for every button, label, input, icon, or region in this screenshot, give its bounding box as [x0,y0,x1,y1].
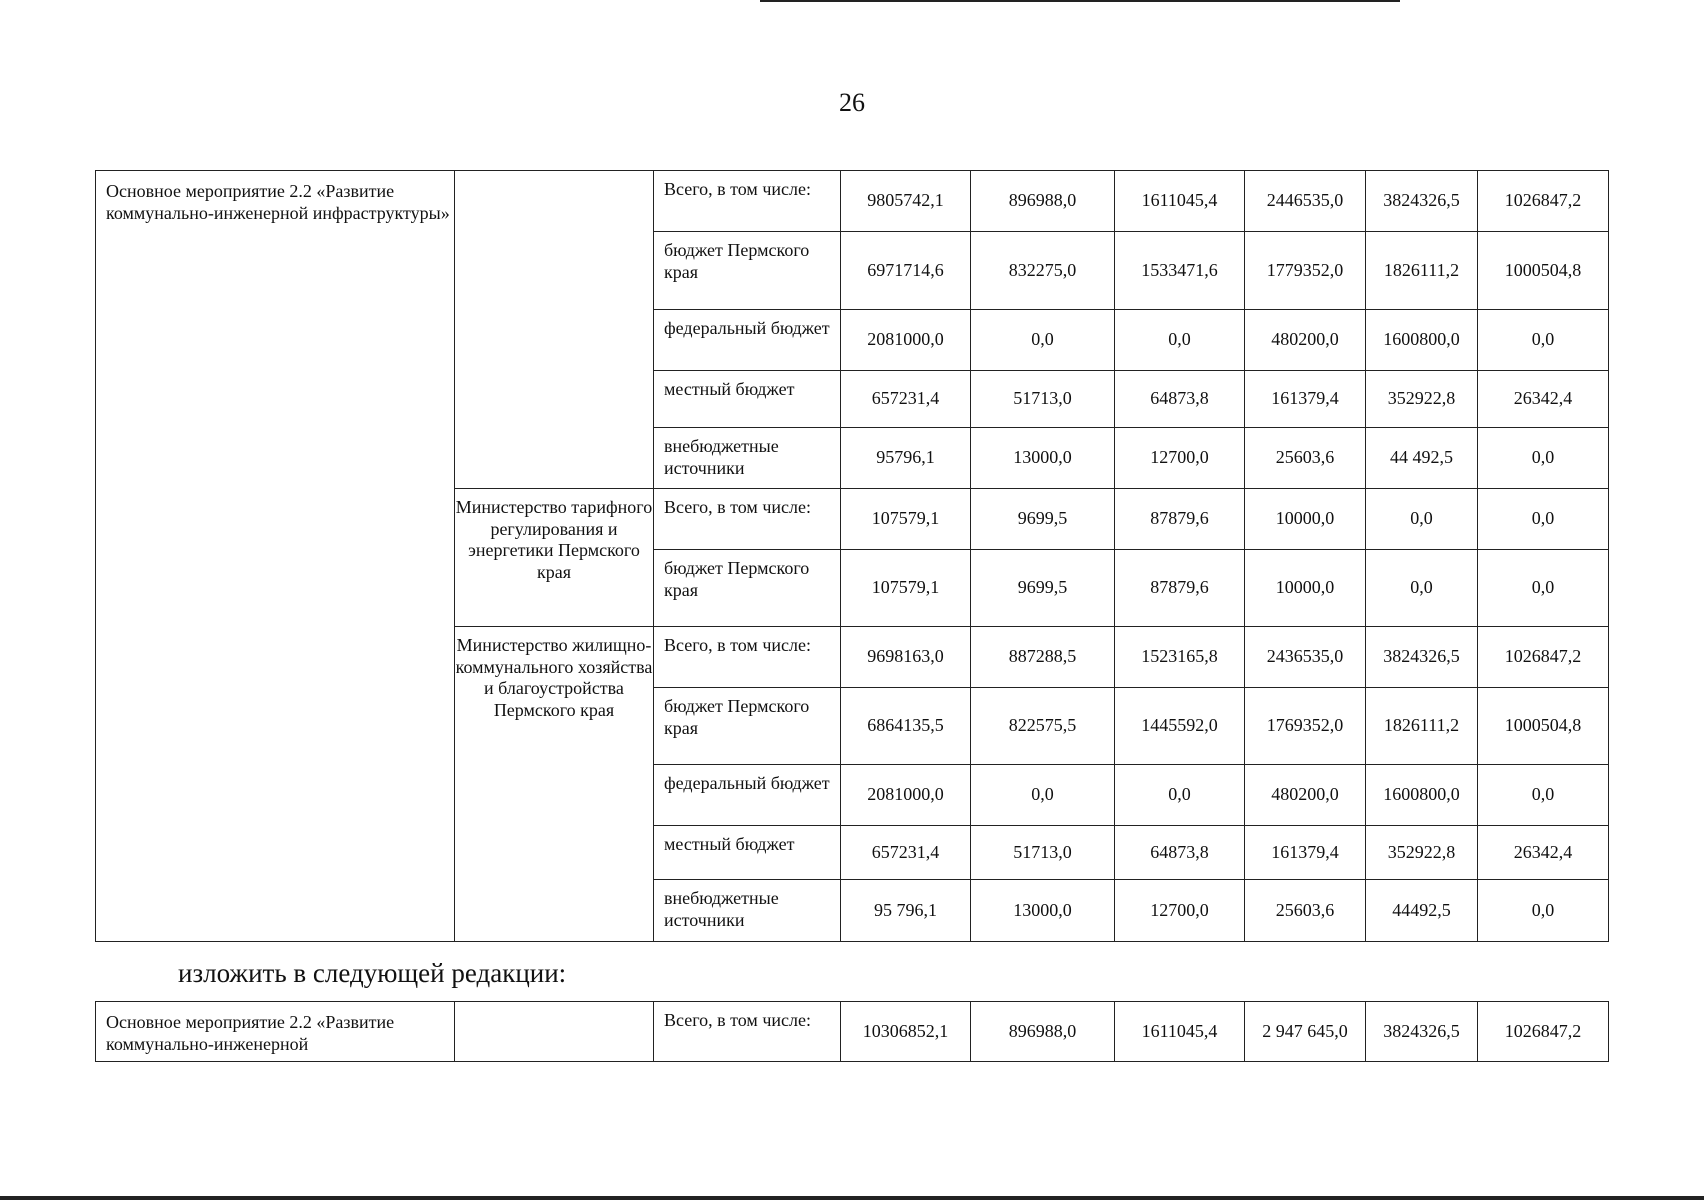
amount-cell: 0,0 [1478,428,1609,489]
amount-cell: 1826111,2 [1366,232,1478,310]
amount-cell: 10000,0 [1245,489,1366,550]
funding-source: бюджет Пермского края [654,550,841,627]
amount-cell: 87879,6 [1115,550,1245,627]
amount-cell: 2081000,0 [841,765,971,826]
executor-cell [455,171,654,489]
amount-cell: 657231,4 [841,371,971,428]
table-row [96,1002,1609,1062]
amount-cell: 2436535,0 [1245,627,1366,688]
amount-cell: 6971714,6 [841,232,971,310]
amount-cell: 1000504,8 [1478,688,1609,765]
amount-cell: 64873,8 [1115,826,1245,880]
amount-cell: 1611045,4 [1115,171,1245,232]
executor-cell [455,1002,654,1062]
amount-cell: 9698163,0 [841,627,971,688]
table-row [96,171,1609,232]
amount-cell: 12700,0 [1115,428,1245,489]
funding-source: бюджет Пермского края [654,232,841,310]
amount-cell: 3824326,5 [1366,1002,1478,1062]
amount-cell: 0,0 [1478,489,1609,550]
amount-cell: 832275,0 [971,232,1115,310]
amount-cell: 1600800,0 [1366,765,1478,826]
funding-source: внебюджетные источники [654,428,841,489]
amount-cell: 0,0 [1478,550,1609,627]
amount-cell: 12700,0 [1115,880,1245,942]
amount-cell: 1826111,2 [1366,688,1478,765]
amount-cell: 9699,5 [971,489,1115,550]
amount-cell: 107579,1 [841,489,971,550]
amount-cell: 64873,8 [1115,371,1245,428]
budget-table-new [95,1001,1609,1062]
executor-cell: Министерство тарифного регулирования и энергетики Пермского края [455,489,654,627]
budget-table-old [95,170,1609,942]
amount-cell: 95796,1 [841,428,971,489]
amount-cell: 26342,4 [1478,826,1609,880]
amount-cell: 1000504,8 [1478,232,1609,310]
funding-source: Всего, в том числе: [654,489,841,550]
amount-cell: 1779352,0 [1245,232,1366,310]
amount-cell: 1026847,2 [1478,171,1609,232]
amount-cell: 1026847,2 [1478,627,1609,688]
amount-cell: 1445592,0 [1115,688,1245,765]
amount-cell: 6864135,5 [841,688,971,765]
amount-cell: 2081000,0 [841,310,971,371]
amount-cell: 107579,1 [841,550,971,627]
funding-source: бюджет Пермского края [654,688,841,765]
amount-cell: 352922,8 [1366,826,1478,880]
amount-cell: 1523165,8 [1115,627,1245,688]
funding-source: федеральный бюджет [654,765,841,826]
amount-cell: 0,0 [1115,765,1245,826]
amount-cell: 51713,0 [971,371,1115,428]
funding-source: внебюджетные источники [654,880,841,942]
amount-cell: 1611045,4 [1115,1002,1245,1062]
activity-name: Основное мероприятие 2.2 «Развитие коммунально-инженерной инфраструктуры» [96,171,455,942]
amount-cell: 1769352,0 [1245,688,1366,765]
amount-cell: 0,0 [1366,489,1478,550]
amount-cell: 9805742,1 [841,171,971,232]
amount-cell: 0,0 [1366,550,1478,627]
section-caption: изложить в следующей редакции: [178,958,567,988]
amount-cell: 10000,0 [1245,550,1366,627]
amount-cell: 896988,0 [971,1002,1115,1062]
amount-cell: 10306852,1 [841,1002,971,1062]
amount-cell: 13000,0 [971,880,1115,942]
amount-cell: 0,0 [1478,310,1609,371]
amount-cell: 887288,5 [971,627,1115,688]
funding-source: Всего, в том числе: [654,1002,841,1062]
amount-cell: 25603,6 [1245,880,1366,942]
amount-cell: 26342,4 [1478,371,1609,428]
amount-cell: 1533471,6 [1115,232,1245,310]
amount-cell: 1026847,2 [1478,1002,1609,1062]
amount-cell: 480200,0 [1245,765,1366,826]
amount-cell: 51713,0 [971,826,1115,880]
scan-edge-top [760,0,1400,2]
scan-edge-bottom [0,1196,1704,1200]
amount-cell: 3824326,5 [1366,171,1478,232]
funding-source: местный бюджет [654,371,841,428]
funding-source: Всего, в том числе: [654,171,841,232]
amount-cell: 9699,5 [971,550,1115,627]
amount-cell: 822575,5 [971,688,1115,765]
amount-cell: 44 492,5 [1366,428,1478,489]
amount-cell: 657231,4 [841,826,971,880]
activity-name: Основное мероприятие 2.2 «Развитие коммунально-инженерной [96,1002,455,1062]
amount-cell: 87879,6 [1115,489,1245,550]
amount-cell: 0,0 [971,765,1115,826]
amount-cell: 0,0 [1478,765,1609,826]
amount-cell: 44492,5 [1366,880,1478,942]
amount-cell: 0,0 [1115,310,1245,371]
amount-cell: 95 796,1 [841,880,971,942]
amount-cell: 0,0 [971,310,1115,371]
amount-cell: 2 947 645,0 [1245,1002,1366,1062]
amount-cell: 161379,4 [1245,826,1366,880]
amount-cell: 13000,0 [971,428,1115,489]
amount-cell: 0,0 [1478,880,1609,942]
funding-source: Всего, в том числе: [654,627,841,688]
amount-cell: 2446535,0 [1245,171,1366,232]
funding-source: федеральный бюджет [654,310,841,371]
amount-cell: 352922,8 [1366,371,1478,428]
amount-cell: 896988,0 [971,171,1115,232]
amount-cell: 25603,6 [1245,428,1366,489]
executor-cell: Министерство жилищно-коммунального хозяйства и благоустройства Пермского края [455,627,654,942]
amount-cell: 161379,4 [1245,371,1366,428]
amount-cell: 480200,0 [1245,310,1366,371]
page-number: 26 [839,88,865,117]
amount-cell: 1600800,0 [1366,310,1478,371]
amount-cell: 3824326,5 [1366,627,1478,688]
funding-source: местный бюджет [654,826,841,880]
